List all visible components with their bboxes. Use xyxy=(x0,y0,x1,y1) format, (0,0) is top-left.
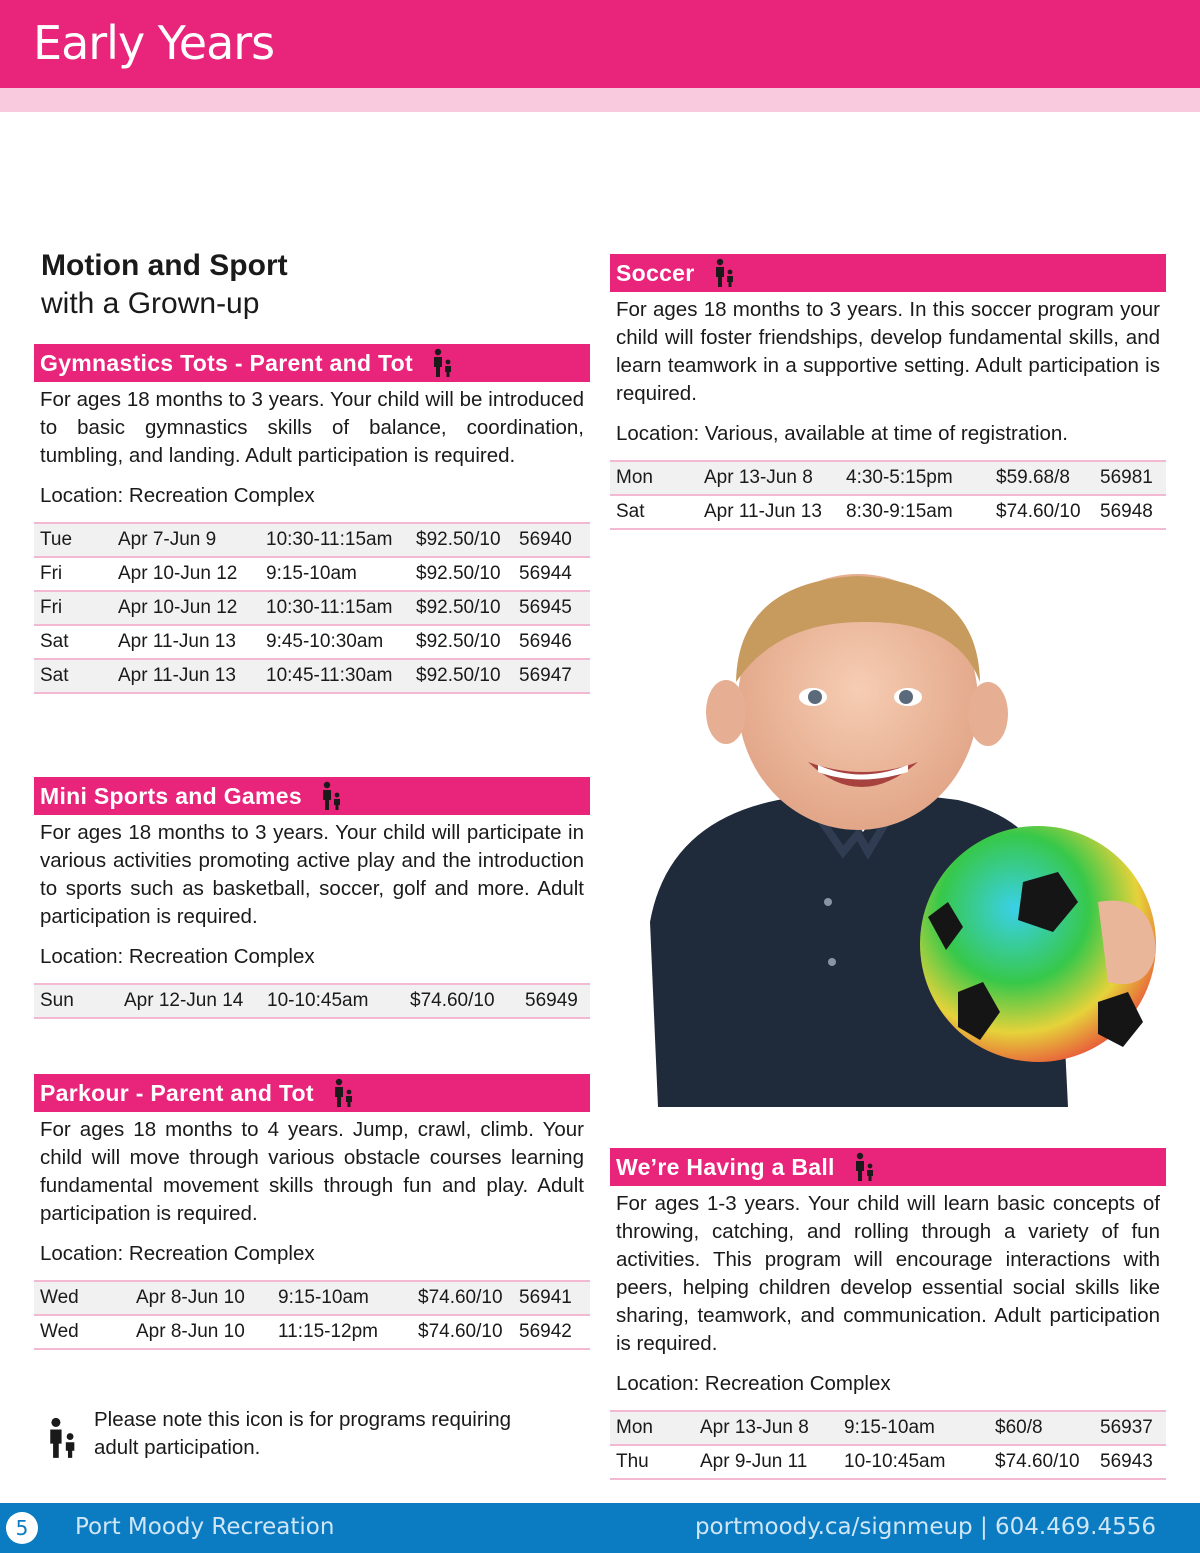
note-text: Please note this icon is for programs requiring adult participation. xyxy=(94,1408,512,1459)
table-cell: 56940 xyxy=(513,523,590,557)
schedule-table xyxy=(610,1410,1166,1480)
page-number: 5 xyxy=(6,1512,38,1544)
parent-child-icon xyxy=(853,1152,877,1182)
program-title-bar xyxy=(34,344,590,382)
parent-child-icon xyxy=(320,781,344,811)
table-cell: 56949 xyxy=(519,984,590,1018)
table-cell: 10:30-11:15am xyxy=(260,523,410,557)
table-cell: 56947 xyxy=(513,659,590,693)
child-with-ball-photo xyxy=(628,572,1168,1107)
parent-child-icon xyxy=(332,1078,356,1108)
table-cell: 10:45-11:30am xyxy=(260,659,410,693)
table-cell: Apr 10-Jun 12 xyxy=(112,557,260,591)
table-cell: 56944 xyxy=(513,557,590,591)
table-cell: Sun xyxy=(34,984,118,1018)
table-cell: $74.60/10 xyxy=(412,1315,513,1349)
parent-child-icon xyxy=(431,348,455,378)
table-cell: Apr 11-Jun 13 xyxy=(698,495,840,529)
schedule-table xyxy=(34,1280,590,1350)
table-cell: Apr 11-Jun 13 xyxy=(112,625,260,659)
table-cell: Apr 13-Jun 8 xyxy=(698,461,840,495)
program-mini-sports xyxy=(34,777,590,1019)
program-soccer xyxy=(610,254,1166,530)
table-cell: Fri xyxy=(34,591,112,625)
table-cell: 56946 xyxy=(513,625,590,659)
program-title: We’re Having a Ball xyxy=(616,1153,835,1180)
program-title: Soccer xyxy=(616,259,695,286)
program-title-bar xyxy=(610,254,1166,292)
table-cell: Apr 7-Jun 9 xyxy=(112,523,260,557)
table-row xyxy=(34,591,590,625)
program-location: Location: Recreation Complex xyxy=(616,1372,891,1395)
table-cell: 9:15-10am xyxy=(838,1411,989,1445)
table-cell: $74.60/10 xyxy=(989,1445,1094,1479)
program-description: For ages 18 months to 4 years. Jump, crawl, climb. Your child will move through various obstacle courses learning fundamental movement skills through fun and play. Adult participation is required. xyxy=(40,1118,584,1225)
table-cell: 9:15-10am xyxy=(260,557,410,591)
footer-bar xyxy=(0,1503,1200,1553)
parent-child-icon xyxy=(46,1414,80,1462)
parent-child-icon xyxy=(713,258,737,288)
header-bar xyxy=(0,0,1200,88)
table-cell: Wed xyxy=(34,1281,130,1315)
table-cell: $92.50/10 xyxy=(410,523,513,557)
table-cell: Apr 10-Jun 12 xyxy=(112,591,260,625)
table-cell: 56981 xyxy=(1094,461,1166,495)
table-cell: 8:30-9:15am xyxy=(840,495,990,529)
table-cell: Tue xyxy=(34,523,112,557)
table-cell: Apr 11-Jun 13 xyxy=(112,659,260,693)
program-title: Parkour - Parent and Tot xyxy=(40,1079,314,1106)
program-title: Mini Sports and Games xyxy=(40,782,302,809)
program-description: For ages 18 months to 3 years. Your child will be introduced to basic gymnastics skills of balance, coordination, tumbling, and landing. Adult participation is required. xyxy=(40,388,584,467)
table-cell: $92.50/10 xyxy=(410,625,513,659)
table-cell: $59.68/8 xyxy=(990,461,1094,495)
program-description: For ages 18 months to 3 years. In this soccer program your child will foster friendships, develop fundamental skills, and learn teamwork in a supportive setting. Adult participation is required. xyxy=(616,298,1160,405)
table-row xyxy=(610,495,1166,529)
program-location: Location: Recreation Complex xyxy=(40,945,315,968)
table-cell: Apr 8-Jun 10 xyxy=(130,1315,272,1349)
table-cell: $74.60/10 xyxy=(404,984,519,1018)
table-cell: 56941 xyxy=(513,1281,590,1315)
table-cell: 11:15-12pm xyxy=(272,1315,412,1349)
table-cell: 56948 xyxy=(1094,495,1166,529)
table-cell: 10-10:45am xyxy=(838,1445,989,1479)
table-cell: $74.60/10 xyxy=(412,1281,513,1315)
table-row xyxy=(34,1281,590,1315)
header-strip xyxy=(0,88,1200,112)
schedule-table xyxy=(34,522,590,694)
table-cell: Apr 12-Jun 14 xyxy=(118,984,261,1018)
page-title: Early Years xyxy=(33,16,275,70)
table-cell: $74.60/10 xyxy=(990,495,1094,529)
schedule-table xyxy=(34,983,590,1019)
table-row xyxy=(34,557,590,591)
table-cell: 4:30-5:15pm xyxy=(840,461,990,495)
table-cell: 56943 xyxy=(1094,1445,1166,1479)
table-cell: 10-10:45am xyxy=(261,984,404,1018)
table-cell: 9:15-10am xyxy=(272,1281,412,1315)
table-cell: Mon xyxy=(610,1411,694,1445)
table-cell: $92.50/10 xyxy=(410,659,513,693)
table-cell: $92.50/10 xyxy=(410,557,513,591)
table-cell: 9:45-10:30am xyxy=(260,625,410,659)
adult-participation-note xyxy=(46,1406,566,1470)
program-location: Location: Various, available at time of registration. xyxy=(616,422,1069,445)
program-description: For ages 1-3 years. Your child will learn basic concepts of throwing, catching, and rolling through a variety of fun activities. This program will encourage interactions with peers, helping children develop essential social skills like sharing, teamwork, and communication. Adult participation is required. xyxy=(616,1192,1160,1355)
program-title-bar xyxy=(34,777,590,815)
table-row xyxy=(610,461,1166,495)
table-row xyxy=(34,1315,590,1349)
table-cell: Apr 13-Jun 8 xyxy=(694,1411,838,1445)
table-cell: 56945 xyxy=(513,591,590,625)
table-cell: $92.50/10 xyxy=(410,591,513,625)
table-cell: Sat xyxy=(34,659,112,693)
table-row xyxy=(34,984,590,1018)
table-cell: Wed xyxy=(34,1315,130,1349)
table-cell: Sat xyxy=(610,495,698,529)
table-cell: Fri xyxy=(34,557,112,591)
program-description: For ages 18 months to 3 years. Your child will participate in various activities promoting active play and the introduction to sports such as basketball, soccer, golf and more. Adult participation is required. xyxy=(40,821,584,928)
footer-org: Port Moody Recreation xyxy=(75,1514,335,1540)
schedule-table xyxy=(610,460,1166,530)
table-row xyxy=(34,625,590,659)
program-parkour xyxy=(34,1074,590,1350)
table-cell: 56942 xyxy=(513,1315,590,1349)
section-title: Motion and Sport xyxy=(41,249,288,282)
table-row xyxy=(610,1411,1166,1445)
program-having-a-ball xyxy=(610,1148,1166,1480)
program-title: Gymnastics Tots - Parent and Tot xyxy=(40,349,413,376)
table-cell: Thu xyxy=(610,1445,694,1479)
program-location: Location: Recreation Complex xyxy=(40,484,315,507)
table-cell: Apr 9-Jun 11 xyxy=(694,1445,838,1479)
program-title-bar xyxy=(34,1074,590,1112)
program-location: Location: Recreation Complex xyxy=(40,1242,315,1265)
section-subtitle: with a Grown-up xyxy=(41,287,260,320)
table-cell: Mon xyxy=(610,461,698,495)
footer-contact-link[interactable]: portmoody.ca/signmeup | 604.469.4556 xyxy=(694,1514,1156,1540)
program-title-bar xyxy=(610,1148,1166,1186)
table-cell: 10:30-11:15am xyxy=(260,591,410,625)
table-cell: Apr 8-Jun 10 xyxy=(130,1281,272,1315)
table-row xyxy=(610,1445,1166,1479)
table-cell: Sat xyxy=(34,625,112,659)
table-row xyxy=(34,523,590,557)
table-cell: 56937 xyxy=(1094,1411,1166,1445)
program-gymnastics xyxy=(34,344,590,694)
table-row xyxy=(34,659,590,693)
section-heading xyxy=(41,248,601,324)
table-cell: $60/8 xyxy=(989,1411,1094,1445)
